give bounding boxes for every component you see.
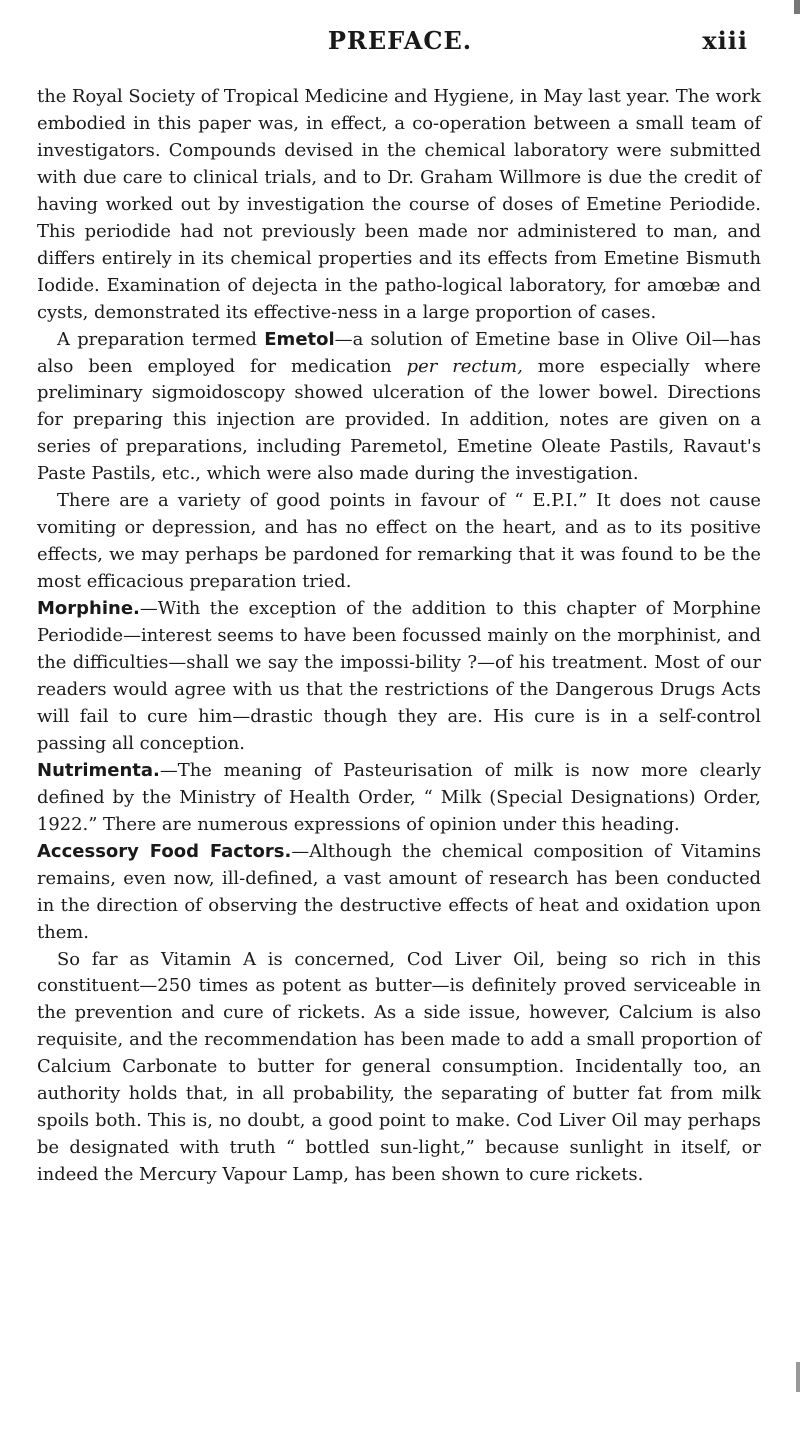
emetol-term: Emetol [264,328,335,350]
paragraph-epi: There are a variety of good points in favour of “ E.P.I.” It does not cause vomiting or depression, and has no effect on the heart, and as to its positive effects, we may perhaps be pardoned for remarking that it was found to be the most efficacious preparation tried. [37,490,761,593]
page-edge-mark [794,0,800,14]
paragraph-text: more especially where preliminary sigmoidoscopy showed ulceration of the lower bowel. Directions for preparing this injection are provided. In addition, notes are given on a series of preparations, including Paremetol, Emetine Oleate Pastils, Ravaut's Paste Pastils, etc., which were also made during the investigation. [37,355,761,485]
paragraph-text: A preparation termed [57,328,265,350]
section-text-accessory-food-factors: —Although the chemical composition of Vitamins remains, even now, ill-defined, a vast amount of research has been conducted in the direction of observing the destructive effects of heat and oxidation upon them. [37,840,761,943]
body-text [37,84,761,1189]
section-text-morphine: —With the exception of the addition to this chapter of Morphine Periodide—interest seems to have been focussed mainly on the morphinist, and the difficulties—shall we say the impossi-bility ?—of his treatment. Most of our readers would agree with us that the restrictions of the Dangerous Drugs Acts will fail to cure him—drastic though they are. His cure is in a self-control passing all conception. [37,598,761,754]
page-number: xiii [702,26,748,55]
paragraph-text: —a solution of Emetine base in Olive Oil—has also been employed for medication [37,328,761,377]
section-heading-nutrimenta: Nutrimenta. [37,759,160,781]
paragraph-emetol [37,327,761,489]
italic-phrase: per rectum, [406,355,523,377]
paragraph-vitamin-a: So far as Vitamin A is concerned, Cod Liver Oil, being so rich in this constituent—250 times as potent as butter—is definitely proved serviceable in the prevention and cure of rickets. As a side issue, however, Calcium is also requisite, and the recommendation has been made to add a small proportion of Calcium Carbonate to butter for general consumption. Incidentally too, an authority holds that, in all probability, the separating of butter fat from milk spoils both. This is, no doubt, a good point to make. Cod Liver Oil may perhaps be designated with truth “ bottled sun-light,” because sunlight in itself, or indeed the Mercury Vapour Lamp, has been shown to cure rickets. [37,948,761,1186]
paragraph-royal-society: the Royal Society of Tropical Medicine and Hygiene, in May last year. The work embodied in this paper was, in effect, a co-operation between a small team of investigators. Compounds devised in the chemical laboratory were submitted with due care to clinical trials, and to Dr. Graham Willmore is due the credit of having worked out by investigation the course of doses of Emetine Periodide. This periodide had not previously been made nor administered to man, and differs entirely in its chemical properties and its effects from Emetine Bismuth Iodide. Examination of dejecta in the patho-logical laboratory, for amœbæ and cysts, demonstrated its effective-ness in a large proportion of cases. [37,86,761,323]
page-header [40,22,760,58]
running-head: PREFACE. [327,26,473,55]
section-text-nutrimenta: —The meaning of Pasteurisation of milk is now more clearly defined by the Ministry of Health Order, “ Milk (Special Designations) Order, 1922.” There are numerous expressions of opinion under this heading. [37,759,761,835]
section-nutrimenta [37,758,761,839]
section-heading-accessory-food-factors: Accessory Food Factors. [37,840,292,862]
section-heading-morphine: Morphine. [37,598,140,620]
section-morphine [37,596,761,758]
page-edge-mark-bottom [796,1362,800,1392]
section-accessory-food-factors [37,839,761,947]
